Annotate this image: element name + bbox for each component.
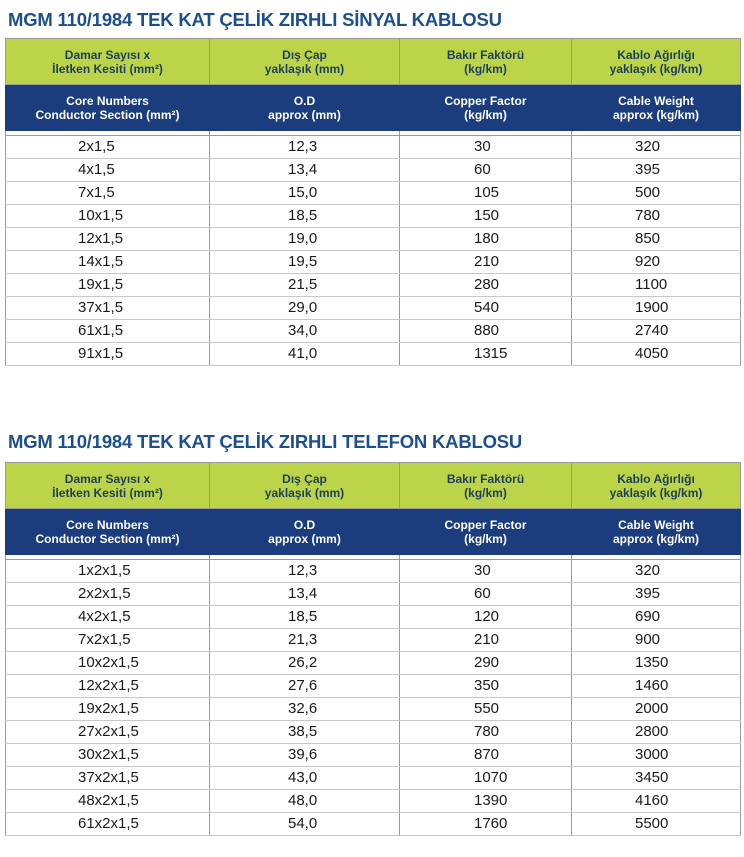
- en-header-cell: [572, 85, 741, 131]
- table-row: [6, 629, 741, 652]
- table-row: [6, 251, 741, 274]
- table-cell: 37x2x1,5: [6, 767, 210, 790]
- table-cell: 395: [572, 159, 741, 182]
- table-cell: 900: [572, 629, 741, 652]
- table-cell: 395: [572, 583, 741, 606]
- header-text: Damar Sayısı x: [64, 471, 151, 486]
- header-text: Cable Weight: [618, 517, 694, 532]
- table-cell: 320: [572, 560, 741, 583]
- header-text: Core Numbers: [66, 517, 149, 532]
- table-cell: 61x2x1,5: [6, 813, 210, 836]
- tr-header-cell: [400, 463, 572, 509]
- tr-header-cell: [400, 39, 572, 85]
- table-row: [6, 159, 741, 182]
- table-cell: 1315: [400, 343, 572, 366]
- table-cell: 4x2x1,5: [6, 606, 210, 629]
- table-cell: 2000: [572, 698, 741, 721]
- table-row: [6, 343, 741, 366]
- table-cell: 4050: [572, 343, 741, 366]
- en-header-cell: [400, 85, 572, 131]
- table-cell: 30x2x1,5: [6, 744, 210, 767]
- tr-header-cell: [6, 39, 210, 85]
- header-text: Conductor Section (mm²): [35, 531, 180, 546]
- table-cell: 1900: [572, 297, 741, 320]
- header-text: İletken Kesiti (mm²): [52, 485, 163, 500]
- table-cell: 3000: [572, 744, 741, 767]
- table-cell: 780: [400, 721, 572, 744]
- table-cell: 1460: [572, 675, 741, 698]
- header-text: yaklaşık (kg/km): [609, 61, 703, 76]
- table-row: [6, 790, 741, 813]
- header-text: Damar Sayısı x: [64, 47, 151, 62]
- header-text: approx (mm): [268, 107, 341, 122]
- table-cell: 19x1,5: [6, 274, 210, 297]
- table-cell: 13,4: [210, 159, 400, 182]
- table-cell: 280: [400, 274, 572, 297]
- table-cell: 26,2: [210, 652, 400, 675]
- table-cell: 1760: [400, 813, 572, 836]
- table-cell: 12x1,5: [6, 228, 210, 251]
- header-text: yaklaşık (mm): [264, 485, 345, 500]
- table-row: [6, 606, 741, 629]
- en-header-cell: [400, 509, 572, 555]
- table-row: [6, 767, 741, 790]
- header-text: Dış Çap: [282, 47, 327, 62]
- header-text: O.D: [293, 517, 316, 532]
- table-cell: 60: [400, 159, 572, 182]
- header-text: İletken Kesiti (mm²): [52, 61, 163, 76]
- table-cell: 12,3: [210, 560, 400, 583]
- header-text: Bakır Faktörü: [446, 471, 525, 486]
- table-cell: 105: [400, 182, 572, 205]
- table-cell: 550: [400, 698, 572, 721]
- table-cell: 5500: [572, 813, 741, 836]
- table-cell: 7x1,5: [6, 182, 210, 205]
- en-header-cell: [6, 509, 210, 555]
- telephone-cable-table: [5, 462, 741, 836]
- table-cell: 54,0: [210, 813, 400, 836]
- table-cell: 350: [400, 675, 572, 698]
- header-text: O.D: [293, 93, 316, 108]
- header-text: Conductor Section (mm²): [35, 107, 180, 122]
- tr-header-row: [6, 463, 741, 509]
- table-cell: 870: [400, 744, 572, 767]
- header-text: (kg/km): [464, 531, 507, 546]
- table-cell: 18,5: [210, 606, 400, 629]
- table-row: [6, 228, 741, 251]
- table-cell: 1100: [572, 274, 741, 297]
- table-cell: 540: [400, 297, 572, 320]
- table-cell: 12x2x1,5: [6, 675, 210, 698]
- table-row: [6, 721, 741, 744]
- table-cell: 61x1,5: [6, 320, 210, 343]
- header-text: Cable Weight: [618, 93, 694, 108]
- table-cell: 41,0: [210, 343, 400, 366]
- table-row: [6, 320, 741, 343]
- header-text: (kg/km): [464, 61, 507, 76]
- table-cell: 38,5: [210, 721, 400, 744]
- table-cell: 880: [400, 320, 572, 343]
- table-row: [6, 583, 741, 606]
- table-cell: 18,5: [210, 205, 400, 228]
- table-cell: 3450: [572, 767, 741, 790]
- table-cell: 15,0: [210, 182, 400, 205]
- table-cell: 1350: [572, 652, 741, 675]
- en-header-cell: [6, 85, 210, 131]
- header-text: Dış Çap: [282, 471, 327, 486]
- en-header-cell: [210, 85, 400, 131]
- header-text: approx (kg/km): [612, 107, 699, 122]
- table-cell: 210: [400, 251, 572, 274]
- header-text: yaklaşık (mm): [264, 61, 345, 76]
- table-cell: 1390: [400, 790, 572, 813]
- header-text: Kablo Ağırlığı: [617, 47, 695, 62]
- table-cell: 1x2x1,5: [6, 560, 210, 583]
- table-cell: 39,6: [210, 744, 400, 767]
- table-row: [6, 744, 741, 767]
- table-cell: 19,0: [210, 228, 400, 251]
- table-cell: 920: [572, 251, 741, 274]
- table-cell: 48,0: [210, 790, 400, 813]
- header-text: approx (kg/km): [612, 531, 699, 546]
- table-row: [6, 560, 741, 583]
- signal-cable-table: [5, 38, 741, 366]
- table-row: [6, 205, 741, 228]
- table-cell: 290: [400, 652, 572, 675]
- header-text: yaklaşık (kg/km): [609, 485, 703, 500]
- en-header-cell: [210, 509, 400, 555]
- table-row: [6, 652, 741, 675]
- table-cell: 37x1,5: [6, 297, 210, 320]
- table-cell: 13,4: [210, 583, 400, 606]
- table-cell: 19x2x1,5: [6, 698, 210, 721]
- table-cell: 32,6: [210, 698, 400, 721]
- table-cell: 10x1,5: [6, 205, 210, 228]
- table-cell: 48x2x1,5: [6, 790, 210, 813]
- tr-header-cell: [6, 463, 210, 509]
- table-cell: 30: [400, 560, 572, 583]
- tr-header-cell: [572, 39, 741, 85]
- en-header-cell: [572, 509, 741, 555]
- tr-header-cell: [572, 463, 741, 509]
- header-text: Bakır Faktörü: [446, 47, 525, 62]
- table-title-telephone: MGM 110/1984 TEK KAT ÇELİK ZIRHLI TELEFON KABLOSU: [8, 431, 523, 452]
- tr-header-cell: [210, 39, 400, 85]
- table-cell: 21,3: [210, 629, 400, 652]
- table-row: [6, 136, 741, 159]
- table-cell: 2740: [572, 320, 741, 343]
- header-text: Copper Factor: [444, 93, 527, 108]
- table-cell: 43,0: [210, 767, 400, 790]
- table-cell: 21,5: [210, 274, 400, 297]
- header-text: (kg/km): [464, 485, 507, 500]
- table-cell: 91x1,5: [6, 343, 210, 366]
- header-text: Kablo Ağırlığı: [617, 471, 695, 486]
- header-text: (kg/km): [464, 107, 507, 122]
- table-cell: 10x2x1,5: [6, 652, 210, 675]
- table-cell: 780: [572, 205, 741, 228]
- en-header-row: [6, 509, 741, 555]
- header-text: Core Numbers: [66, 93, 149, 108]
- table-cell: 29,0: [210, 297, 400, 320]
- table-row: [6, 274, 741, 297]
- table-cell: 690: [572, 606, 741, 629]
- table-cell: 27,6: [210, 675, 400, 698]
- table-row: [6, 297, 741, 320]
- table-cell: 30: [400, 136, 572, 159]
- table-cell: 19,5: [210, 251, 400, 274]
- table-cell: 180: [400, 228, 572, 251]
- header-text: approx (mm): [268, 531, 341, 546]
- table-cell: 850: [572, 228, 741, 251]
- table-cell: 60: [400, 583, 572, 606]
- table-cell: 500: [572, 182, 741, 205]
- table-cell: 4x1,5: [6, 159, 210, 182]
- table-row: [6, 182, 741, 205]
- table-cell: 1070: [400, 767, 572, 790]
- table-cell: 120: [400, 606, 572, 629]
- en-header-row: [6, 85, 741, 131]
- table-cell: 2x1,5: [6, 136, 210, 159]
- table-row: [6, 813, 741, 836]
- table-cell: 150: [400, 205, 572, 228]
- tr-header-cell: [210, 463, 400, 509]
- header-text: Copper Factor: [444, 517, 527, 532]
- table-cell: 27x2x1,5: [6, 721, 210, 744]
- table-cell: 14x1,5: [6, 251, 210, 274]
- table-cell: 2x2x1,5: [6, 583, 210, 606]
- table-cell: 210: [400, 629, 572, 652]
- tr-header-row: [6, 39, 741, 85]
- table-cell: 4160: [572, 790, 741, 813]
- table-cell: 34,0: [210, 320, 400, 343]
- table-row: [6, 675, 741, 698]
- table-cell: 12,3: [210, 136, 400, 159]
- table-row: [6, 698, 741, 721]
- table-cell: 7x2x1,5: [6, 629, 210, 652]
- table-title-signal: MGM 110/1984 TEK KAT ÇELİK ZIRHLI SİNYAL KABLOSU: [8, 9, 502, 30]
- table-cell: 2800: [572, 721, 741, 744]
- table-cell: 320: [572, 136, 741, 159]
